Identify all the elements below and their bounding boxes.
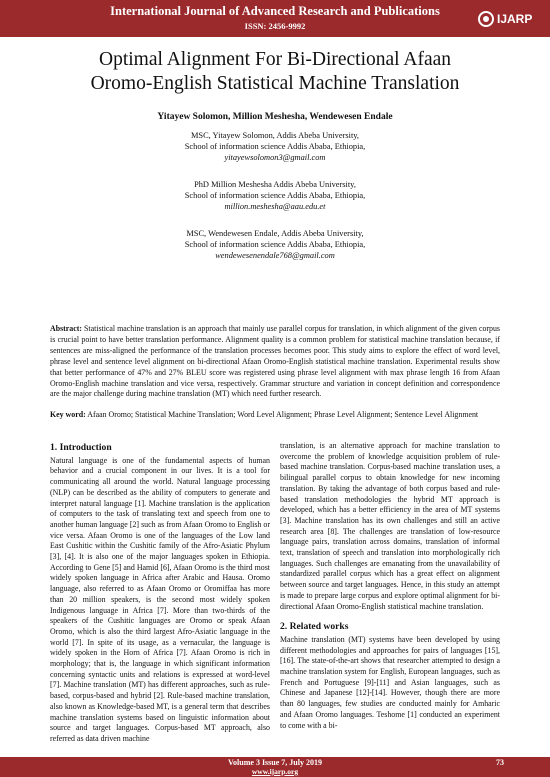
affiliation-line: School of information science Addis Ababa, Ethiopia, — [184, 191, 366, 201]
abstract-text: Statistical machine translation is an approach that mainly use parallel corpus for translation, in which alignment of the given corpus is crucial point to have better translation performance. Alignment quality is a common problem for statistical machine translation because, if sentences are miss-aligned the performance of the translation processes becomes poor. This study aims to explore the effect of word level, phrase level and sentence level alignment on bi-directional Afaan Oromo-English statistical machine translation. Experimental results show that better performance of 47% and 27% BLEU score was registered using phrase level alignment with max phrase length 16 from Afaan Oromo-English machine translation and vice versa, respectively. Grammar structure and variation in concept definition and correspondence are the major challenge during machine translation (MT) which need further research. — [50, 324, 500, 399]
title-line-1: Optimal Alignment For Bi-Directional Afaan — [98, 49, 452, 70]
journal-title: International Journal of Advanced Research and Publications — [110, 4, 440, 18]
section-body: Machine translation (MT) systems have been developed by using different methodologies and approaches for pairs of languages [15], [16]. The state-of-the-art shows that researcher attempted to design a machine translation system for English, European languages, such as French and Portuguese [9]-[11] and Asian languages, such as Chinese and Japanese [12]-[14]. However, though there are more than 80 languages, few studies are conducted mainly for Amharic and Afaan Oromo languages. Teshome [1] conducted an experiment to come with a bi- — [280, 634, 500, 730]
right-column — [280, 441, 500, 731]
affiliation-line: School of information science Addis Ababa, Ethiopia, — [184, 142, 366, 152]
section-heading: 1. Introduction — [50, 442, 112, 453]
email: million.meshesha@aau.edu.et — [224, 202, 326, 212]
keywords — [50, 410, 500, 421]
affiliation-line: MSC, Yitayew Solomon, Addis Abeba University, — [190, 131, 360, 140]
affiliation-3 — [0, 228, 550, 262]
affiliation-line: PhD Million Meshesha Addis Abeba University, — [194, 180, 356, 189]
page-number: 73 — [496, 758, 504, 767]
affiliation-1 — [0, 130, 550, 164]
affiliation-line: MSC, Wendewesen Endale, Addis Abeba University, — [186, 229, 364, 238]
email: wendewesenendale768@gmail.com — [215, 251, 335, 261]
section-body: translation, is an alternative approach for machine translation to overcome the problem of knowledge acquisition problem of rule-based machine translation. Corpus-based machine translation uses, a bilingual parallel corpus to obtain knowledge for new incoming translation. By taking the advantage of both corpus based and rule-based translation methodologies the hybrid MT approach is developed, which has a better efficiency in the area of MT systems [3]. Machine translation has its own challenges and still an active research area [8]. The challenges are translation of low-resource language pairs, translation across domains, translation of informal text, translation of speech and translation into morphologically rich languages. Such challenges are emanating from the unavailability of standardized parallel corpus which has a great effect on alignment between source and target languages. Hence, in this study an attempt is made to prepare large corpus and explore optimal alignment for bi-directional Afaan Oromo-English statistical machine translation. — [280, 441, 500, 611]
paper-title — [30, 48, 520, 96]
affiliation-2 — [0, 179, 550, 213]
authors: Yitayew Solomon, Million Meshesha, Wendewesen Endale — [157, 112, 393, 122]
logo-icon — [478, 11, 494, 27]
abstract-label: Abstract: — [50, 324, 82, 333]
issn: ISSN: 2456-9992 — [244, 21, 306, 31]
left-column — [50, 441, 270, 745]
affiliation-line: School of information science Addis Ababa, Ethiopia, — [184, 240, 366, 250]
keywords-label: Key word: — [50, 410, 86, 419]
footer-url[interactable]: www.ijarp.org — [251, 767, 299, 776]
section-body: Natural language is one of the fundamental aspects of human behavior and a crucial component in our lives. It is a tool for communicating all around the world. Natural language processing (NLP) can be described as the ability of computers to generate and interpret natural language [1]. Machine translation is the application of computers to the task of translating text and speech from one to another human language [2] such as from Afaan Oromo to English or vice versa. Afaan Oromo is one of the languages of the Low land East Cushitic within the Cushitic family of the Afro-Asiatic Phylum [3], [4]. It is also one of the major languages spoken in Ethiopia. According to Gene [5] and Hamid [6], Afaan Oromo is the third most widely spoken language in Africa after Arabic and Hausa. Oromo language, also referred to as Afaan Oromo or Oromiffaa has more than 20 million speakers, is the second most widely spoken Indigenous language in Africa [7]. More than two-thirds of the speakers of the Cushitic languages are Oromo or speak Afaan Oromo, which is also the third largest Afro-Asiatic language in the world [7]. In spite of its usage, as a vernacular, the language is widely spoken in the Horn of Africa [7]. Afaan Oromo is rich in morphology; that is, the language in which significant information concerning syntactic units and relations is expressed at word-level [7]. Machine translation (MT) has different approaches, such as rule-based, corpus-based and hybrid [2]. Rule-based machine translation, also known as Knowledge-based MT, is a general term that describes machine translation systems based on linguistic information about source and target languages. Corpus-based MT approach, also referred as data driven machine — [50, 455, 270, 743]
footer-volume: Volume 3 Issue 7, July 2019 — [228, 758, 322, 767]
title-line-2: Oromo-English Statistical Machine Translation — [90, 73, 460, 94]
abstract — [50, 324, 500, 400]
logo-text: IJARP — [497, 12, 533, 26]
keywords-text: Afaan Oromo; Statistical Machine Translation; Word Level Alignment; Phrase Level Alignment; Sentence Level Alignment — [87, 410, 479, 419]
section-heading: 2. Related works — [280, 621, 349, 633]
journal-logo — [478, 8, 532, 30]
email: yitayewsolomon3@gmail.com — [224, 153, 326, 163]
